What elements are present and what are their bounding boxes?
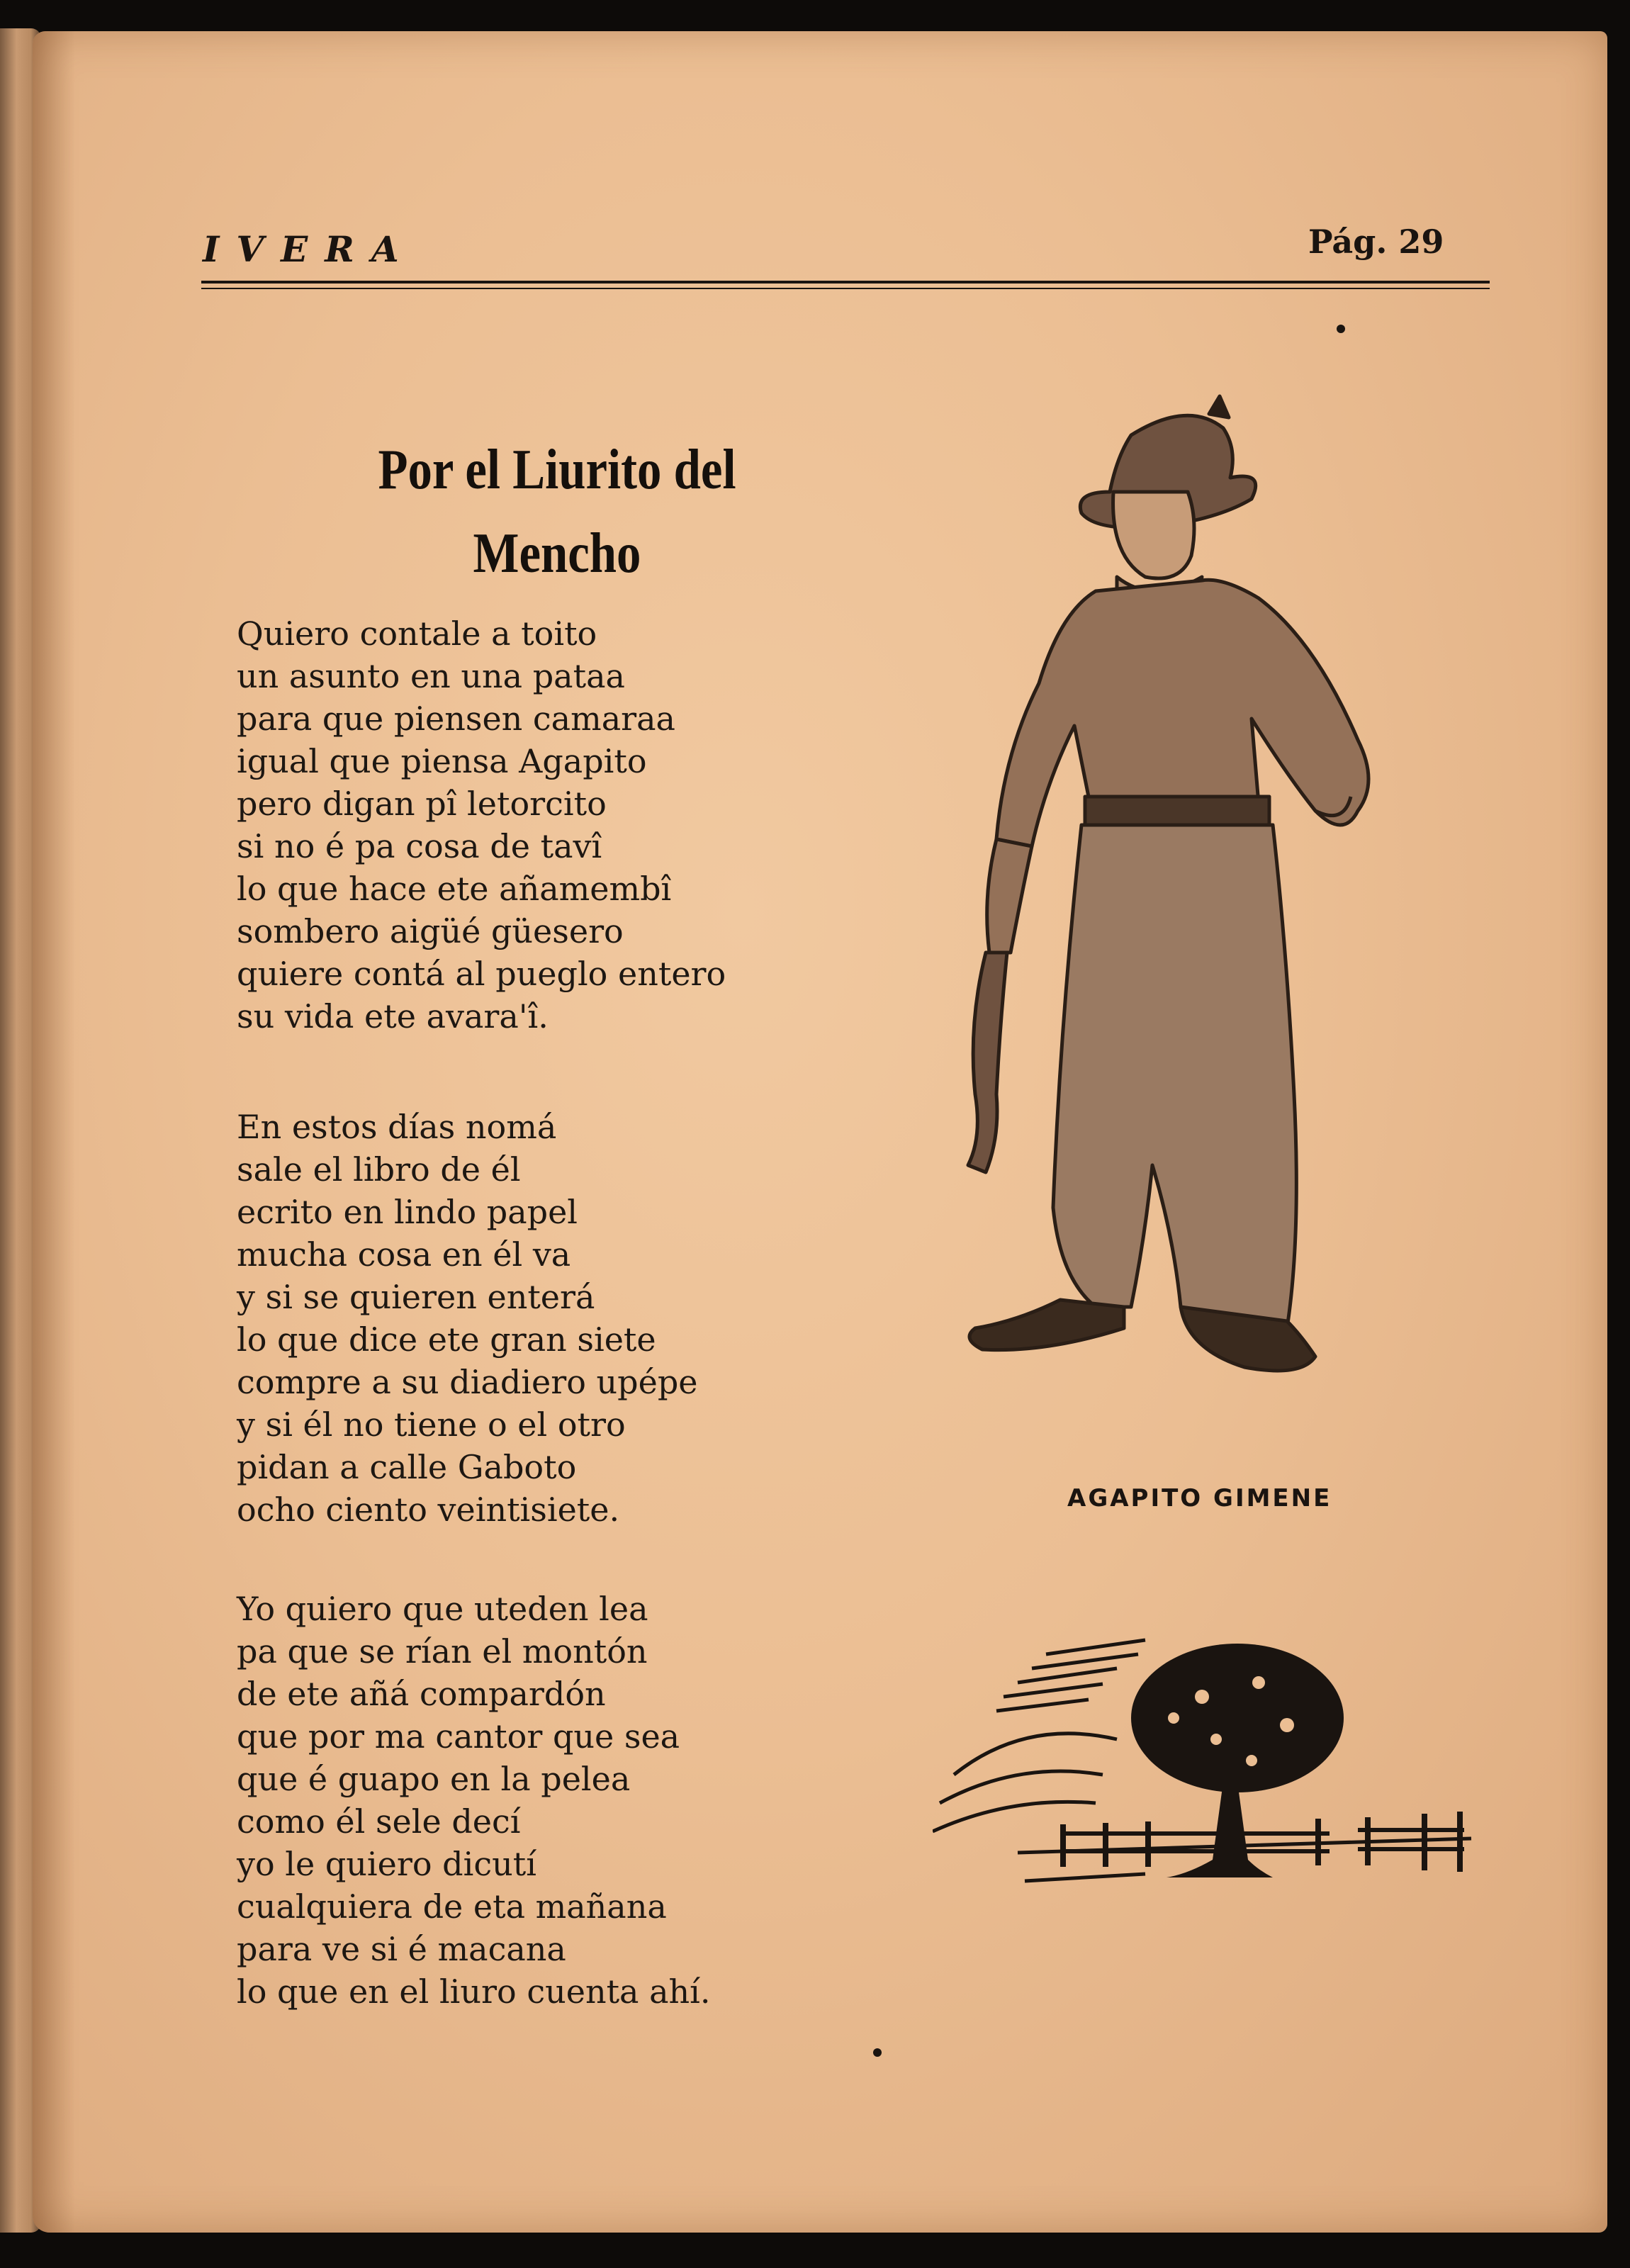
poem-line: lo que en el liuro cuenta ahí. xyxy=(237,1972,711,2011)
poem-line: pa que se rían el montón xyxy=(237,1632,648,1671)
header-rule xyxy=(201,281,1490,284)
magazine-page xyxy=(33,31,1607,2233)
poem-line: pidan a calle Gaboto xyxy=(237,1448,577,1486)
poem-stanza-3 xyxy=(237,1588,818,2013)
poem-line: y si se quieren enterá xyxy=(237,1278,595,1316)
gaucho-figure-illustration xyxy=(918,386,1429,1449)
poem-line: sombero aigüé güesero xyxy=(237,912,624,950)
poem-line: un asunto en una pataa xyxy=(237,657,625,695)
poem-line: quiere contá al pueglo entero xyxy=(237,955,726,993)
article-title-line-1: Por el Liurito del xyxy=(378,439,736,501)
poem-line: para que piensen camaraa xyxy=(237,700,675,738)
poem-line: para ve si é macana xyxy=(237,1930,566,1968)
article-title-line-2: Mencho xyxy=(473,522,641,585)
header-rule-thin xyxy=(201,288,1490,289)
poem-line: ecrito en lindo papel xyxy=(237,1193,578,1231)
poem-line: lo que hace ete añamembî xyxy=(237,870,672,908)
poem-line: En estos días nomá xyxy=(237,1108,557,1146)
poem-line: sale el libro de él xyxy=(237,1150,521,1189)
poem-line: ocho ciento veintisiete. xyxy=(237,1491,620,1529)
illustration-caption: AGAPITO GIMENE xyxy=(1067,1484,1332,1512)
page-number: Pág. 29 xyxy=(1308,223,1444,261)
magazine-title: IVERA xyxy=(203,228,416,270)
poem-line: que por ma cantor que sea xyxy=(237,1717,680,1756)
poem-line: compre a su diadiero upépe xyxy=(237,1363,698,1401)
poem-line: de ete añá compardón xyxy=(237,1675,606,1713)
poem-line: lo que dice ete gran siete xyxy=(237,1320,656,1359)
poem-line: mucha cosa en él va xyxy=(237,1235,571,1274)
poem-line: yo le quiero dicutí xyxy=(237,1845,536,1883)
article-title xyxy=(283,428,831,595)
poem-line: que é guapo en la pelea xyxy=(237,1760,631,1798)
poem-line: como él sele decí xyxy=(237,1802,521,1841)
tree-fence-vignette xyxy=(933,1626,1478,1916)
ink-speck xyxy=(873,2048,882,2057)
poem-line: cualquiera de eta mañana xyxy=(237,1887,667,1926)
poem-line: y si él no tiene o el otro xyxy=(237,1405,626,1444)
poem-line: igual que piensa Agapito xyxy=(237,742,647,780)
poem-stanza-2 xyxy=(237,1106,818,1531)
ink-speck xyxy=(1337,325,1345,333)
poem-line: pero digan pî letorcito xyxy=(237,785,607,823)
poem-line: Yo quiero que uteden lea xyxy=(237,1590,648,1628)
poem-line: su vida ete avara'î. xyxy=(237,997,549,1035)
poem-line: Quiero contale a toito xyxy=(237,614,597,653)
poem-line: si no é pa cosa de tavî xyxy=(237,827,602,865)
poem-stanza-1 xyxy=(237,612,818,1038)
